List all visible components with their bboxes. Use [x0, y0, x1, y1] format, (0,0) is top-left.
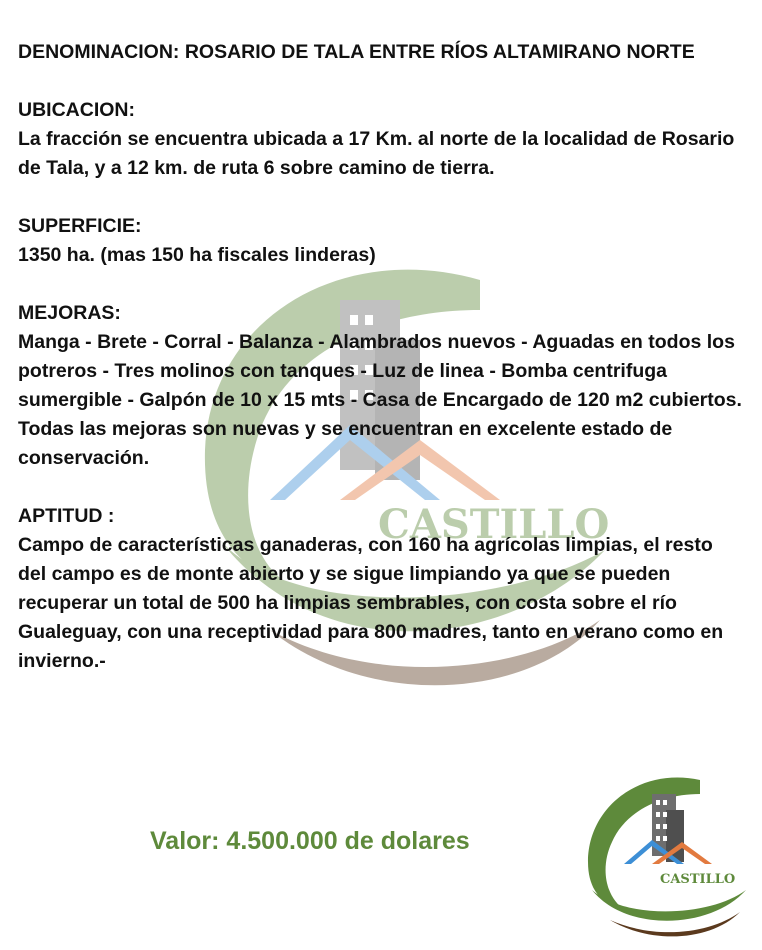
superficie-heading: SUPERFICIE:	[18, 215, 142, 237]
superficie-section	[18, 212, 743, 270]
logo-swoosh-green	[592, 890, 746, 921]
aptitud-heading: APTITUD :	[18, 505, 115, 527]
listing-content	[18, 38, 743, 705]
mejoras-section	[18, 299, 743, 473]
watermark-brand-text: CASTILLO	[378, 501, 610, 548]
castillo-logo	[580, 772, 750, 937]
logo-brand-text: CASTILLO	[660, 872, 736, 887]
aptitud-text: Campo de características ganaderas, con 160 ha agrícolas limpias, el resto del campo es de monte abierto y se sigue limpiando ya que se pueden recuperar un total de 500 ha limpias sembrables, con costa sobre el río Gualeguay, con una receptividad para 800 madres, tanto en verano como en invierno.-	[18, 534, 724, 672]
denominacion-section	[18, 38, 743, 67]
logo-building-icon	[652, 794, 684, 862]
mejoras-text-2: Todas las mejoras son nuevas y se encuentran en excelente estado de conservación.	[18, 418, 673, 469]
mejoras-heading: MEJORAS:	[18, 302, 121, 324]
superficie-text: 1350 ha. (mas 150 ha fiscales linderas)	[18, 244, 376, 266]
aptitud-section	[18, 502, 743, 676]
ubicacion-heading: UBICACION:	[18, 99, 135, 121]
ubicacion-text: La fracción se encuentra ubicada a 17 Km. al norte de la localidad de Rosario de Tala, y a 12 km. de ruta 6 sobre camino de tierra.	[18, 128, 735, 179]
ubicacion-section	[18, 96, 743, 183]
denominacion-text: DENOMINACION: ROSARIO DE TALA ENTRE RÍOS ALTAMIRANO NORTE	[18, 41, 695, 63]
price-text: Valor: 4.500.000 de dolares	[150, 827, 470, 855]
mejoras-text: Manga - Brete - Corral - Balanza - Alambrados nuevos - Aguadas en todos los potreros - Tres molinos con tanques - Luz de linea - Bomba centrifuga sumergible - Galpón de 10 x 15 mts - Casa de Encargado de 120 m2 cubiertos.	[18, 331, 742, 411]
